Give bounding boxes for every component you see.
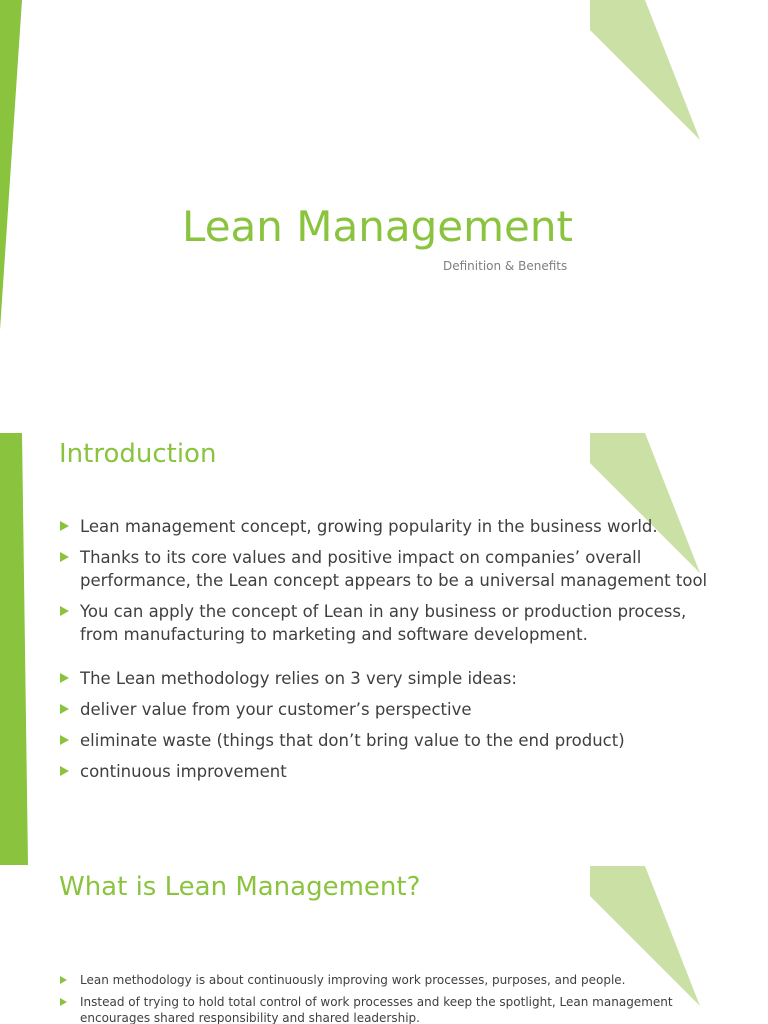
presentation-title: Lean Management — [182, 202, 573, 251]
bullet-item — [58, 729, 708, 752]
bullet-item — [58, 994, 698, 1024]
bullet-arrow-icon — [60, 606, 69, 616]
bullet-text: Thanks to its core values and positive impact on companies’ overall performance, the Lean concept appears to be a universal management tool — [80, 548, 708, 590]
bullet-item — [58, 972, 698, 988]
bullet-arrow-icon — [60, 704, 69, 714]
bullet-item — [58, 515, 708, 538]
bullet-item — [58, 546, 708, 592]
bullet-arrow-icon — [60, 735, 69, 745]
bullet-list — [58, 972, 698, 1024]
bullet-item — [58, 667, 708, 690]
bullet-arrow-icon — [60, 521, 69, 531]
slide-heading: What is Lean Management? — [59, 872, 421, 902]
bullet-item — [58, 760, 708, 783]
bullet-text: You can apply the concept of Lean in any business or production process, from manufacturing to marketing and software development. — [80, 602, 687, 644]
left-green-stripe — [0, 433, 28, 865]
bullet-arrow-icon — [60, 673, 69, 683]
bullet-arrow-icon — [60, 998, 67, 1006]
bullet-arrow-icon — [60, 976, 67, 984]
right-decoration — [590, 0, 700, 140]
bullet-text: Lean methodology is about continuously improving work processes, purposes, and people. — [80, 973, 626, 987]
bullet-text: continuous improvement — [80, 762, 287, 781]
presentation-subtitle: Definition & Benefits — [443, 259, 568, 273]
bullet-text: Lean management concept, growing popularity in the business world. — [80, 517, 658, 536]
bullet-list — [58, 515, 708, 791]
slide-title — [0, 0, 768, 432]
bullet-text: deliver value from your customer’s perspective — [80, 700, 472, 719]
bullet-item — [58, 600, 708, 646]
bullet-text: Instead of trying to hold total control of work processes and keep the spotlight, Lean management encourages shared responsibility and shared leadership. — [80, 995, 673, 1024]
bullet-arrow-icon — [60, 552, 69, 562]
bullet-item — [58, 698, 708, 721]
slide-what-is-lean — [0, 866, 768, 1024]
slide-heading: Introduction — [59, 439, 217, 469]
bullet-text: The Lean methodology relies on 3 very simple ideas: — [80, 669, 517, 688]
bullet-arrow-icon — [60, 766, 69, 776]
left-green-stripe — [0, 0, 22, 330]
slide-introduction — [0, 433, 768, 865]
bullet-text: eliminate waste (things that don’t bring value to the end product) — [80, 731, 625, 750]
